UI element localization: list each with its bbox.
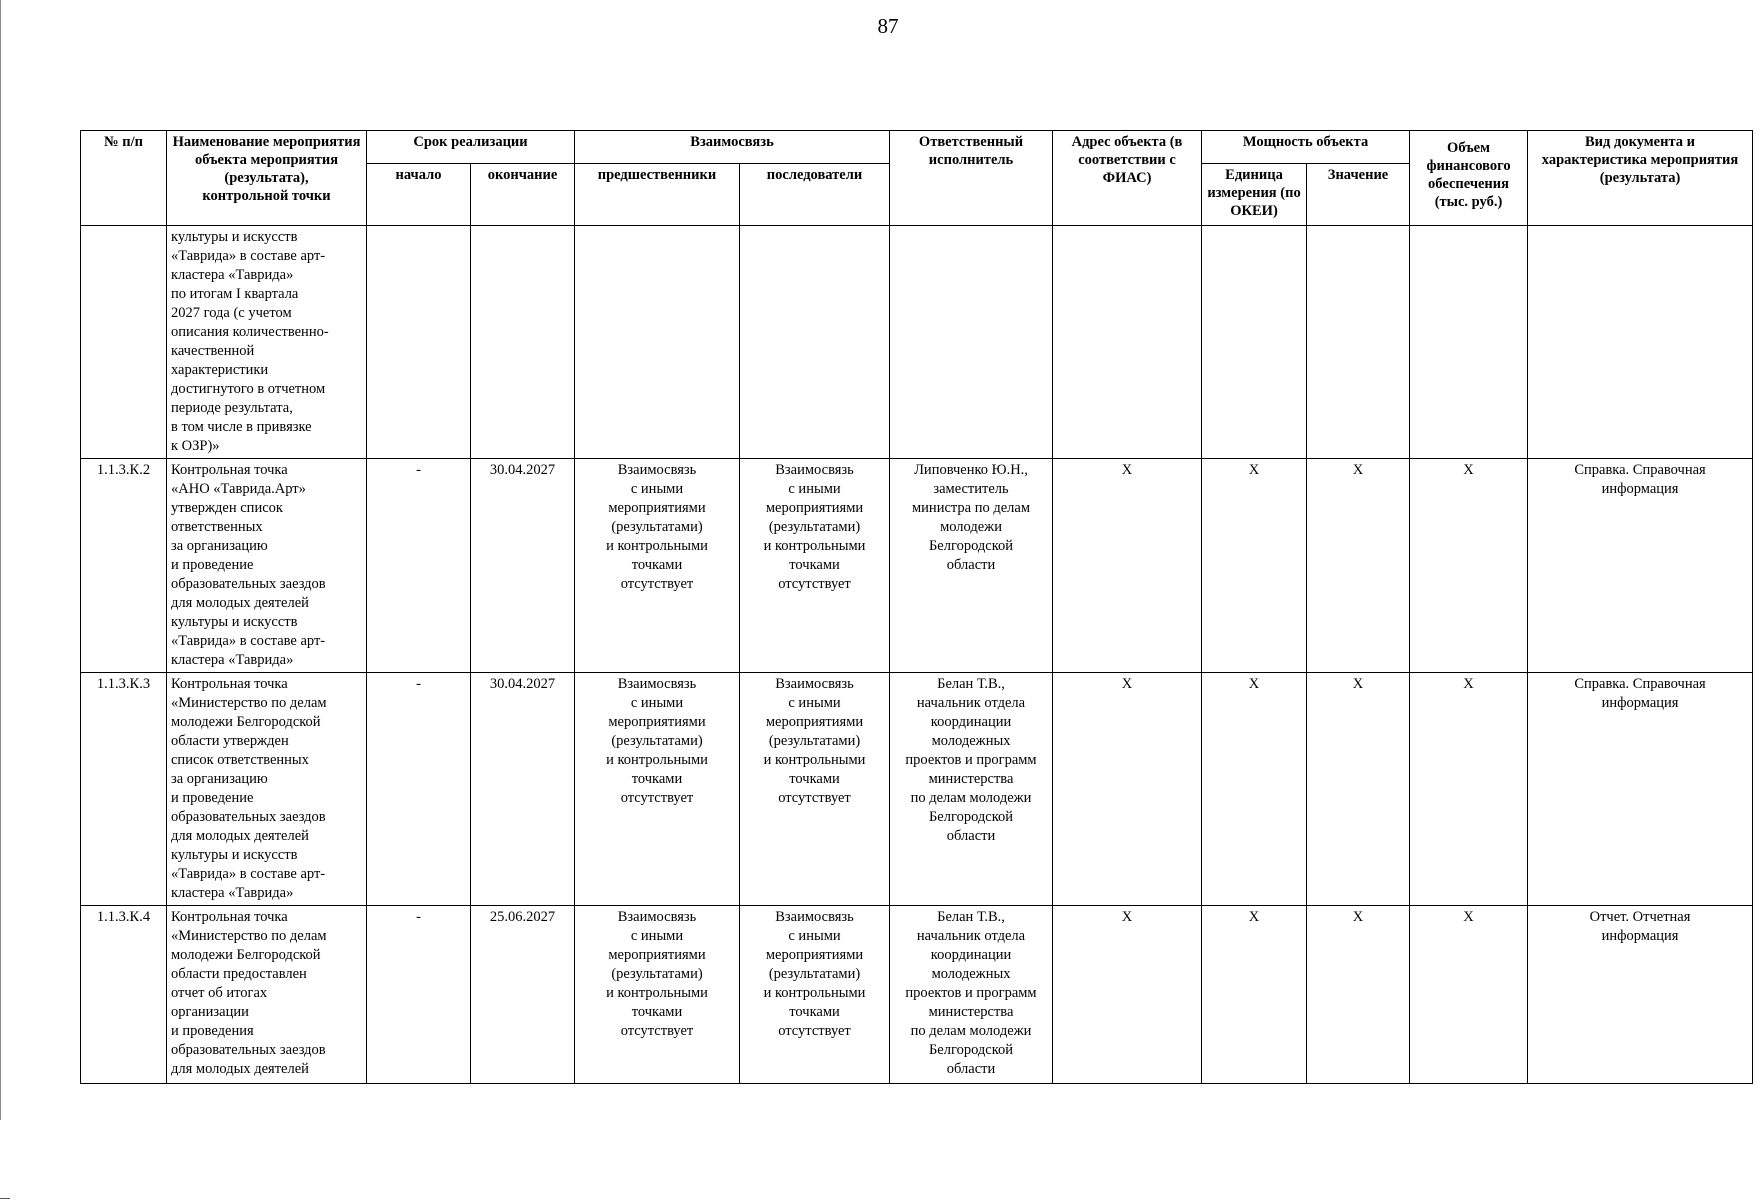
header-successors: последователи — [740, 164, 890, 226]
header-term-end: окончание — [471, 164, 575, 226]
header-term: Срок реализации — [367, 131, 575, 164]
row-successors: Взаимосвязь с иными мероприятиями (результатами) и контрольными точками отсутствует — [740, 459, 890, 673]
row-unit: Х — [1202, 906, 1307, 1084]
row-predecessors: Взаимосвязь с иными мероприятиями (результатами) и контрольными точками отсутствует — [575, 459, 740, 673]
row-address: Х — [1053, 906, 1202, 1084]
row-successors: Взаимосвязь с иными мероприятиями (результатами) и контрольными точками отсутствует — [740, 673, 890, 906]
header-predecessors: предшественники — [575, 164, 740, 226]
row-name: Контрольная точка «Министерство по делам молодежи Белгородской области утвержден список ответственных за организацию и проведение образовательных заездов для молодых деятелей культуры и искусств «Таврида» в составе арт- кластера «Таврида» — [167, 673, 367, 906]
row-finance: Х — [1410, 906, 1528, 1084]
page-number: 87 — [877, 14, 899, 38]
margin-line — [0, 0, 1, 1120]
row-end — [471, 226, 575, 459]
row-start: - — [367, 906, 471, 1084]
table-row — [81, 906, 1753, 1084]
table-row — [81, 459, 1753, 673]
row-name: Контрольная точка «АНО «Таврида.Арт» утвержден список ответственных за организацию и проведение образовательных заездов для молодых деятелей культуры и искусств «Таврида» в составе арт- кластера «Таврида» — [167, 459, 367, 673]
header-responsible: Ответственный исполнитель — [890, 131, 1053, 226]
header-address: Адрес объекта (в соответствии с ФИАС) — [1053, 131, 1202, 226]
row-finance — [1410, 226, 1528, 459]
row-num: 1.1.3.К.2 — [81, 459, 167, 673]
margin-dash — [0, 1198, 10, 1199]
header-num: № п/п — [81, 131, 167, 226]
row-doc-type: Отчет. Отчетная информация — [1528, 906, 1753, 1084]
row-num: 1.1.3.К.3 — [81, 673, 167, 906]
header-value: Значение — [1307, 164, 1410, 226]
row-value: Х — [1307, 459, 1410, 673]
row-start: - — [367, 459, 471, 673]
header-name: Наименование мероприятия объекта мероприятия (результата), контрольной точки — [167, 131, 367, 226]
row-address: Х — [1053, 459, 1202, 673]
row-num: 1.1.3.К.4 — [81, 906, 167, 1084]
row-successors — [740, 226, 890, 459]
row-end: 30.04.2027 — [471, 459, 575, 673]
row-doc-type: Справка. Справочная информация — [1528, 673, 1753, 906]
row-responsible: Липовченко Ю.Н., заместитель министра по делам молодежи Белгородской области — [890, 459, 1053, 673]
row-end: 30.04.2027 — [471, 673, 575, 906]
row-end: 25.06.2027 — [471, 906, 575, 1084]
row-name: Контрольная точка «Министерство по делам молодежи Белгородской области предоставлен отчет об итогах организации и проведения образовательных заездов для молодых деятелей — [167, 906, 367, 1084]
header-finance: Объем финансового обеспечения (тыс. руб.) — [1410, 131, 1528, 226]
header-relation: Взаимосвязь — [575, 131, 890, 164]
row-value: Х — [1307, 673, 1410, 906]
row-predecessors — [575, 226, 740, 459]
row-responsible — [890, 226, 1053, 459]
row-unit: Х — [1202, 673, 1307, 906]
header-unit: Единица измерения (по ОКЕИ) — [1202, 164, 1307, 226]
table-row — [81, 673, 1753, 906]
row-address: Х — [1053, 673, 1202, 906]
row-responsible: Белан Т.В., начальник отдела координации молодежных проектов и программ министерства по делам молодежи Белгородской области — [890, 673, 1053, 906]
row-doc-type: Справка. Справочная информация — [1528, 459, 1753, 673]
table-row — [81, 226, 1753, 459]
row-address — [1053, 226, 1202, 459]
row-start — [367, 226, 471, 459]
row-unit: Х — [1202, 459, 1307, 673]
row-doc-type — [1528, 226, 1753, 459]
row-responsible: Белан Т.В., начальник отдела координации молодежных проектов и программ министерства по делам молодежи Белгородской области — [890, 906, 1053, 1084]
header-capacity: Мощность объекта — [1202, 131, 1410, 164]
row-finance: Х — [1410, 459, 1528, 673]
row-num — [81, 226, 167, 459]
row-value: Х — [1307, 906, 1410, 1084]
row-unit — [1202, 226, 1307, 459]
row-value — [1307, 226, 1410, 459]
row-start: - — [367, 673, 471, 906]
plan-table — [80, 130, 1753, 1084]
row-predecessors: Взаимосвязь с иными мероприятиями (результатами) и контрольными точками отсутствует — [575, 673, 740, 906]
row-predecessors: Взаимосвязь с иными мероприятиями (результатами) и контрольными точками отсутствует — [575, 906, 740, 1084]
header-term-start: начало — [367, 164, 471, 226]
row-finance: Х — [1410, 673, 1528, 906]
row-successors: Взаимосвязь с иными мероприятиями (результатами) и контрольными точками отсутствует — [740, 906, 890, 1084]
row-name: культуры и искусств «Таврида» в составе арт- кластера «Таврида» по итогам I квартала 2027 года (с учетом описания количественно- качественной характеристики достигнутого в отчетном периоде результата, в том числе в привязке к ОЗР)» — [167, 226, 367, 459]
header-doc-type: Вид документа и характеристика мероприятия (результата) — [1528, 131, 1753, 226]
